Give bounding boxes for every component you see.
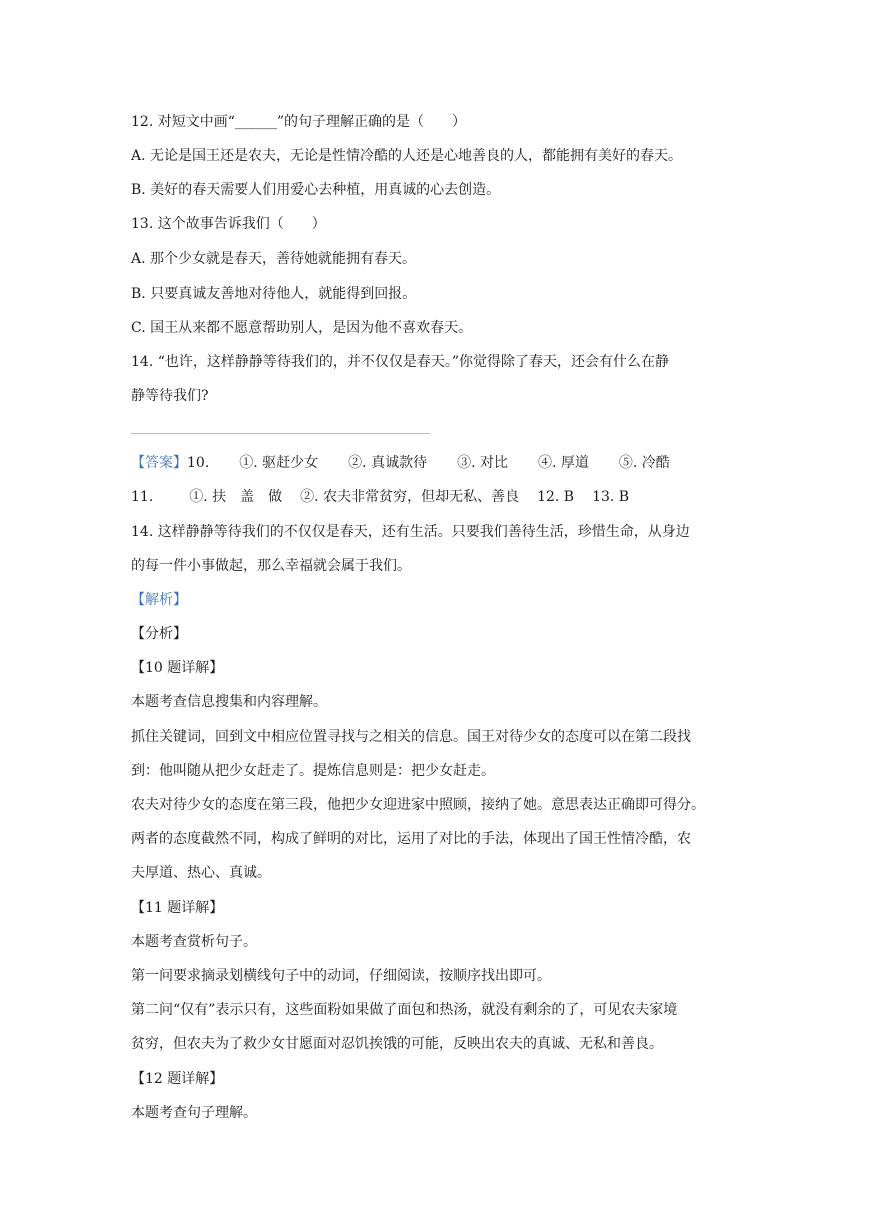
detail-12-p1: 本题考查句子理解。 xyxy=(131,1105,257,1121)
q12-option-a: A. 无论是国王还是农夫，无论是性情冷酷的人还是心地善良的人，都能拥有美好的春天。 xyxy=(131,148,683,164)
q14-stem-line2: 静等待我们? xyxy=(131,388,209,404)
analysis-fenxi: 【分析】 xyxy=(131,626,187,642)
q13-option-c: C. 国王从来都不愿意帮助别人，是因为他不喜欢春天。 xyxy=(131,320,473,336)
detail-10-p3: 农夫对待少女的态度在第三段，他把少女迎进家中照顾，接纳了她。意思表达正确即可得分。 xyxy=(131,797,705,813)
answer-row-3-line2: 的每一件小事做起，那么幸福就会属于我们。 xyxy=(131,558,411,574)
q13-option-b: B. 只要真诚友善地对待他人，就能得到回报。 xyxy=(131,286,417,302)
answer-row-3-line1: 14. 这样静静等待我们的不仅仅是春天，还有生活。只要我们善待生活，珍惜生命，从身边 xyxy=(131,524,690,540)
detail-10-p4-line2: 夫厚道、热心、真诚。 xyxy=(131,865,271,881)
answer-row2-item: ①. 扶 盖 做 xyxy=(189,489,283,505)
answer-row2-item: 12. B xyxy=(537,489,575,505)
detail-10-p2-line1: 抓住关键词，回到文中相应位置寻找与之相关的信息。国王对待少女的态度可以在第二段找 xyxy=(131,729,691,745)
answer-row1-lead: 10. xyxy=(187,455,210,471)
answer-row1-item: ⑤. 冷酷 xyxy=(618,455,670,471)
answer-row2-item: 13. B xyxy=(592,489,630,505)
q13-option-a: A. 那个少女就是春天，善待她就能拥有春天。 xyxy=(131,251,417,267)
q13-stem: 13. 这个故事告诉我们（ ） xyxy=(131,216,326,232)
q12-option-b: B. 美好的春天需要人们用爱心去种植，用真诚的心去创造。 xyxy=(131,182,501,198)
detail-10-p1: 本题考查信息搜集和内容理解。 xyxy=(131,694,327,710)
detail-11-p2: 第一问要求摘录划横线句子中的动词，仔细阅读，按顺序找出即可。 xyxy=(131,968,551,984)
answer-row-1 xyxy=(131,453,670,473)
detail-10-heading: 【10 题详解】 xyxy=(131,660,224,676)
answer-line xyxy=(131,433,430,434)
answer-row1-item: ②. 真诚款待 xyxy=(348,455,428,471)
answer-row1-item: ①. 驱赶少女 xyxy=(239,455,319,471)
answer-row-2 xyxy=(131,487,629,507)
answer-label: 【答案】 xyxy=(131,455,187,471)
q14-stem-line1: 14. “也许，这样静静等待我们的，并不仅仅是春天。”你觉得除了春天，还会有什么在静 xyxy=(131,354,670,370)
detail-11-p3-line1: 第二问“仅有”表示只有，这些面粉如果做了面包和热汤，就没有剩余的了，可见农夫家境 xyxy=(131,1002,678,1018)
detail-10-p4-line1: 两者的态度截然不同，构成了鲜明的对比，运用了对比的手法，体现出了国王性情冷酷，农 xyxy=(131,831,691,847)
detail-11-p3-line2: 贫穷，但农夫为了救少女甘愿面对忍饥挨饿的可能，反映出农夫的真诚、无私和善良。 xyxy=(131,1036,663,1052)
answer-row1-item: ③. 对比 xyxy=(457,455,508,471)
answer-row1-item: ④. 厚道 xyxy=(537,455,589,471)
analysis-label: 【解析】 xyxy=(131,592,187,608)
detail-12-heading: 【12 题详解】 xyxy=(131,1071,224,1087)
q12-stem: 12. 对短文中画“______”的句子理解正确的是（ ） xyxy=(131,114,467,130)
answer-row2-lead: 11. xyxy=(131,489,154,505)
detail-11-p1: 本题考查赏析句子。 xyxy=(131,934,257,950)
detail-11-heading: 【11 题详解】 xyxy=(131,900,224,916)
detail-10-p2-line2: 到：他叫随从把少女赶走了。提炼信息则是：把少女赶走。 xyxy=(131,763,495,779)
answer-row2-item: ②. 农夫非常贫穷，但却无私、善良 xyxy=(300,489,520,505)
